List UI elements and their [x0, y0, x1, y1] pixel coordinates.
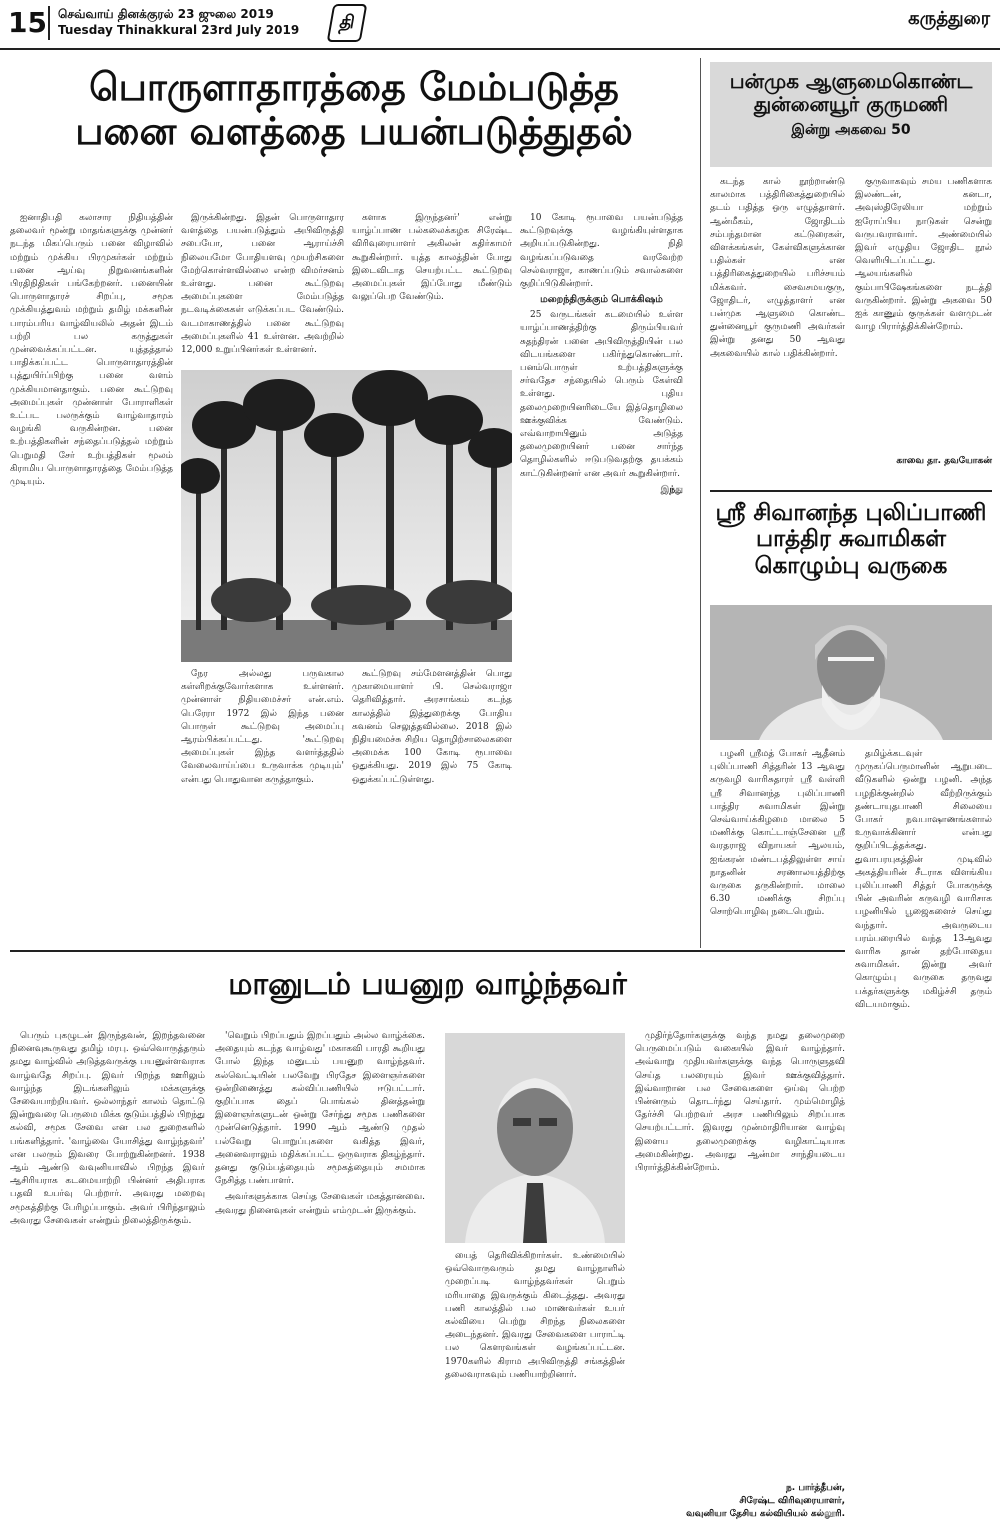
swami-portrait: [710, 605, 992, 740]
sidebar1-col-b-text: குருவாகவும் சமய பணிகளாக இலண்டன், கனடா, அவுஸ்திரேலியா மற்றும் ஐரோப்பிய நாடுகள் சென்று வருபவராவார். அண்மையில் இவர் எழுதிய ஜோதிட நூல் வெளியிடப்பட்டது. ஆலயங்களில் கும்பாபிஷேகங்களை நடத்தி வருகின்றார். இன்று அகவை 50 ஐக் காணும் குருக்கள் வளமுடன் வாழ பிரார்த்திக்கின்றோம்.: [855, 177, 992, 333]
sidebar-divider: [710, 490, 992, 492]
sidebar1-signature: காவை தா. தவயோகன்: [896, 456, 992, 466]
sidebar2-title-line3: கொழும்பு வருகை: [754, 552, 948, 579]
man-portrait: [445, 1033, 625, 1243]
article2-headline: மானுடம் பயனுற வாழ்ந்தவர்: [228, 967, 627, 1002]
signature-institution: வவுனியா தேசிய கல்வியியல் கல்லூரி.: [686, 1509, 845, 1519]
article2-col2-text: 'வெறும் பிறப்பதும் இறப்பதும் அல்ல வாழ்க்கை. அதையும் கடந்த வாழ்வது' மகாகவி பாரதி கூறியது போல் இந்த மனுடம் பயனுற வாழ்ந்தவர். கல்வெட்டியின் பலவேறு பிரதேச இளைஞர்களை ஒன்றிணைத்து கல்விப்பணியில் ஈடுபட்டார். குறிப்பாக தைப் பொங்கல் தினத்தன்று இளைஞர்களுடன் ஒன்று சேர்ந்து சமூக பணிகளை முன்னெடுத்தார். 1990 ஆம் ஆண்டு முதல் பல்வேறு பொறுப்புகளை வகித்த இவர், அனைவராலும் மதிக்கப்பட்ட ஒருவராக திகழ்ந்தார். தனது குடும்பத்தையும் சமூகத்தையும் சமமாக நேசித்த பண்பாளர்.: [215, 1031, 425, 1187]
article1-subheading: மறைந்திருக்கும் பொக்கிஷம்: [540, 294, 663, 306]
article-divider: [10, 950, 845, 952]
article1-column-4: [520, 212, 683, 940]
sidebar2-title-line2: பாத்திர சுவாமிகள்: [756, 526, 946, 553]
palm-trees-photo: [181, 370, 512, 662]
newspaper-logo: தி: [327, 4, 368, 42]
sidebar1-column-b: [855, 176, 992, 441]
page-number: 15: [8, 6, 47, 39]
sidebar1-column-a: [710, 176, 845, 476]
sidebar1-title-line2: துன்னையூர் குருமணி: [753, 92, 949, 116]
sidebar2-column-b: [855, 748, 992, 1528]
article1-column-2-bottom: [181, 668, 344, 940]
article2-signature: [635, 1482, 845, 1521]
column-divider: [700, 58, 701, 948]
date-english: Tuesday Thinakkural 23rd July 2019: [58, 23, 300, 37]
article1-col2b-text: நேர அல்லது பருவகால கள்ளிறக்குவோர்களாக உள்ளனர். முன்னாள் நிதியமைச்சர் என்.எம். பெரேரா 1972 இல் இந்த பனை பொருள் கூட்டுறவு அமைப்பு ஆரம்பிக்கப்பட்டது. 'கூட்டுறவு அமைப்புகள் இந்த வளர்த்ததில் வேலைவாய்ப்பை உருவாக்க முடியும்' என்பது பொதுவான கருத்தாகும்.: [181, 669, 344, 785]
sidebar2-title-line1: ஸ்ரீ சிவானந்த புலிப்பாணி: [715, 500, 987, 526]
sidebar1-subtitle: இன்று அகவை 50: [791, 122, 911, 138]
article1-col3b-text: கூட்டுறவு சம்மேளனத்தின் பொது முகாமையாளர் பி. செல்வராஜா தெரிவித்தார். அரசாங்கம் கடந்த காலத்தில் இத்துறைக்கு போதிய கவனம் செலுத்தவில்லை. 2018 இல் நிதியமைச்சு சிறிய தொழிற்சாலைகளை அமைக்க 100 கோடி ரூபாவை ஒதுக்கியது. 2019 இல் 75 கோடி ஒதுக்கப்பட்டுள்ளது.: [352, 669, 512, 785]
article1-col2a-text: இருக்கின்றது. இதன் பொருளாதார வளத்தை பயன்படுத்தும் அபிவிருத்தி சபையோ, பனை ஆராய்ச்சி நிலையமோ போதியளவு முயற்சிகளை மேற்கொள்ளவில்லை என்ற விமர்சனம் உள்ளது. பனை கூட்டுறவு அமைப்புகளை மேம்படுத்த நடவடிக்கைகள் எடுக்கப்பட வேண்டும். வடமாகாணத்தில் பனை கூட்டுறவு அமைப்புகளில் 41 உள்ளன. அவற்றில் 12,000 உறுப்பினர்கள் உள்ளனர்.: [181, 213, 344, 356]
article1-title-line1: பொருளாதாரத்தை மேம்படுத்த: [89, 65, 619, 109]
article2-column-1: [10, 1030, 205, 1530]
article1-credit: இந்து: [660, 484, 683, 495]
sidebar1-col-a-text: கடந்த கால் நூற்றாண்டு காலமாக பத்திரிகைத்துறையில் தடம் பதித்த ஒரு எழுத்தாளர். ஆன்மீகம், ஜோதிடம் சம்பந்தமான கட்டுரைகள், விளக்கங்கள், கேள்விகளுக்கான பதில்கள் என பத்திரிகைத்துறையில் பரிச்சயம் மிக்கவர். சைவசமயகுரு, ஜோதிடர், எழுத்தாளர் என பன்முக ஆளுமை கொண்ட துன்னையூர் குருமணி அவர்கள் இன்று தனது 50 ஆவது அகவையில் கால் பதிக்கின்றார்.: [710, 177, 845, 359]
article2-col4-text: முதிர்ந்தோர்களுக்கு வந்த நமது தலைமுறை பெருமைப்படும் வகையில் இவர் வாழ்ந்தார். அவ்வாறு முதியவர்களுக்கு வந்த பொருளுதவி செய்த பலரையும் இவர் ஊக்குவித்தார். இவ்வாறான பல சேவைகளை ஒய்வு பெற்ற பின்னரும் தொடர்ந்து செய்தார். மும்மொழித் தேர்ச்சி பெற்றவர் அரச பணியிலும் சிறப்பாக செயற்பட்டார். இவரது முன்மாதிரியான வாழ்வு இளைய தலைமுறைக்கு வழிகாட்டியாக அமைகின்றது. அவரது ஆன்மா சாந்தியடைய பிரார்த்திக்கின்றோம்.: [635, 1031, 845, 1174]
article1-column-1: [10, 212, 173, 940]
article1-col3a-text: களாக இருந்தனர்' என்று யாழ்ப்பாண பல்கலைக்கழக சிரேஷ்ட விரிவுரையாளர் அகிலன் கதிர்காமர் கூறுகின்றார். யுத்த காலத்தின் போது இடைவிடாத செயற்பட்ட கூட்டுறவு அமைப்புகள் இப்போது மீண்டும் வலுப்பெற வேண்டும்.: [352, 213, 512, 303]
date-tamil: செவ்வாய் தினக்குரல் 23 ஜுலை 2019: [58, 7, 274, 21]
article1-col4-text: 10 கோடி ரூபாவை பயன்படுத்த கூட்டுறவுக்கு வழங்கியுள்ளதாக அறியப்படுகின்றது. நிதி வழங்கப்படுவதை வரவேற்ற செல்வராஜா, காணப்படும் சவால்களை குறிப்பிடுகின்றார்.: [520, 213, 683, 290]
sidebar2-col-a-text: பழனி ஸ்ரீமத் போகர் ஆதீனம் புலிப்பாணி சித்தரின் 13 ஆவது கருவழி வாரிசுதாரர் ஸ்ரீ வள்ளி ஸ்ரீ சிவானந்த புலிப்பாணி பாத்திர சுவாமிகள் இன்று செவ்வாய்க்கிழமை மாலை 5 மணிக்கு கொட்டாஞ்சேனை ஸ்ரீ வரதராஜ விநாயகர் ஆலயம், ஐங்கரன் மண்டபத்திலுள்ள சாய் நாதனின் சரணாலயத்திற்கு வருகை தருகின்றார். மாலை 6.30 மணிக்கு சிறப்பு சொற்பொழிவு நடைபெறும்.: [710, 749, 845, 918]
article2-col1-text: பெரும் புகழுடன் இருந்தவன், இறந்தவனை நினைவுகூருவது தமிழ் மரபு. ஒவ்வொருத்தரும் தமது வாழ்வில் அடுத்தவருக்கு பயனுள்ளவராக வாழ்வதே சிறப்பு. இவர் பிறந்த ஊரிலும் வாழ்ந்த இடங்களிலும் மக்களுக்கு சேவையாற்றியவர். ஒல்லாந்தர் காலம் தொட்டு இன்றுவரை பெருமை மிக்க குடும்பத்தில் பிறந்து கல்வி, சமூக சேவை என பல துறைகளில் பங்களித்தார். 'வாழ்வை யோசித்து வாழ்ந்தவர்' என பலரும் இவரை போற்றுகின்றனர். 1938 ஆம் ஆண்டு வவுனியாவில் பிறந்த இவர் ஆசிரியராக கடமையாற்றி பின்னர் அதிபராக பதவி உயர்வு பெற்றார். அவரது மறைவு சமூகத்திற்கு பேரிழப்பாகும். அவர் பிரிந்தாலும் அவரது சேவைகள் என்றும் நிலைத்திருக்கும்.: [10, 1031, 205, 1226]
sidebar1-title-line1: பன்முக ஆளுமைகொண்ட: [729, 69, 973, 93]
sidebar2-column-a: [710, 748, 845, 948]
sidebar1-title-box: [710, 62, 992, 167]
signature-title: சிரேஷ்ட விரிவுரையாளர்,: [739, 1496, 845, 1506]
signature-name: ந. பார்த்தீபன்,: [786, 1483, 845, 1493]
article1-title-line2: பனை வளத்தை பயன்படுத்துதல்: [75, 108, 633, 153]
sidebar1-title: [710, 62, 992, 116]
page-number-divider: [48, 6, 50, 40]
dateline: [58, 6, 299, 38]
article2-column-3: [445, 1250, 625, 1530]
article1-column-3-bottom: [352, 668, 512, 940]
article2-col3-text: யைத் தெரிவிக்கிறார்கள். உண்மையில் ஒவ்வொருவரும் தமது வாழ்நாளில் முறைப்படி வாழ்ந்தவர்கள் பெறும் மரியாதை இவருக்கும் கிடைத்தது. அவரது பணி காலத்தில் பல மாணவர்கள் உயர் கல்வியை பெற்று சிறந்த நிலைகளை அடைந்தனர். இவரது சேவைகளை பாராட்டி பல கௌரவங்கள் வழங்கப்பட்டன. 1970களில் கிராம அபிவிருத்தி சங்கத்தின் தலைவராகவும் பணியாற்றினார்.: [445, 1251, 625, 1380]
article1-headline: [10, 66, 698, 153]
article2-column-2: [215, 1030, 425, 1530]
page-header: [0, 0, 1000, 50]
article1-column-2-top: [181, 212, 344, 364]
article1-col1-text: ஐனாதிபதி கலாசார நிதியத்தின் தலைவர் மூன்று மாதங்களுக்கு முன்னர் நடந்த மிகப்பெரும் பனை விழாவில் மற்றும் முக்கிய பிரமுகர்கள் மற்றும் பனை ஆய்வு நிறுவனங்களின் பிரதிநிதிகள் பங்கேற்றனர். பனையின் பொருளாதாரச் சிறப்பு, சமூக முக்கியத்துவம் மற்றும் தமிழ் மக்களின் பாரம்பரிய வாழ்வியலில் அதன் இடம் பற்றி பல கருத்துகள் முன்வைக்கப்பட்டன. யுத்தத்தால் பாதிக்கப்பட்ட பொருளாதாரத்தின் புத்துயிர்ப்பிற்கு பனை வளம் முக்கியமானதாகும். பனை கூட்டுறவு அமைப்புகள் முன்னாள் போராளிகள் உட்பட பலருக்கும் வாழ்வாதாரம் வழங்கி வருகின்றன. பனை உற்பத்திகளின் சந்தைப்படுத்தல் மற்றும் பெறுமதி சேர் உற்பத்திகள் மூலம் கிராமிய பொருளாதாரத்தை மேம்படுத்த முடியும்.: [10, 213, 173, 488]
article1-col4b-text: 25 வருடங்கள் கடமையில் உள்ள யாழ்ப்பாணத்திற்கு திரும்பியவர் சுதந்திரன் பனை அபிவிருத்தியின் பல விடயங்களை பகிர்ந்துகொண்டார். பனம்பொருள் உற்பத்திகளுக்கு சர்வதேச சந்தையில் பெரும் கேள்வி உள்ளது. புதிய தலைமுறையினரிடையே இத்தொழிலை ஊக்குவிக்க வேண்டும். எவ்வாறாயினும் அடுத்த தலைமுறையினர் பனை சார்ந்த தொழில்களில் ஈடுபடுவதற்கு தயக்கம் காட்டுகின்றனர் என அவர் கூறுகின்றார்.: [520, 310, 683, 479]
swami-photo: [710, 605, 992, 740]
sidebar2-col-b-text: தமிழ்க்கடவுள் முருகப்பெருமானின் ஆறுபடை வீடுகளில் ஒன்று பழனி. அந்த பழநிக்குன்றில் வீற்றிருக்கும் தண்டாயுதபாணி சிலையை போகர் நவபாஷாணங்களால் உருவாக்கினார் என்பது குறிப்பிடத்தக்கது. துவாபரயுகத்தின் முடிவில் அகத்தியரின் சீடராக விளங்கிய புலிப்பாணி சித்தர் போகருக்கு பின் அவரின் கருவழி வாரிசாக பழனியில் பூஜைகளைச் செய்து வந்தார். அவருடைய பரம்பரையில் வந்த 13ஆவது வாரிசு தான் தற்போதைய சுவாமிகள். இன்று அவர் கொழும்பு வருகை தருவது பக்தர்களுக்கு மகிழ்ச்சி தரும் விடயமாகும்.: [855, 749, 992, 1010]
sidebar2-title: [710, 500, 992, 579]
article2-col2-end-text: அவர்களுக்காக செய்த சேவைகள் மகத்தானவை. அவரது நினைவுகள் என்றும் எம்முடன் இருக்கும்.: [215, 1192, 425, 1216]
article1-column-3-top: [352, 212, 512, 364]
palm-trees-illustration: [181, 370, 512, 662]
section-name: கருத்துரை: [908, 8, 990, 29]
article2-column-4: [635, 1030, 845, 1450]
portrait-photo: [445, 1033, 625, 1243]
